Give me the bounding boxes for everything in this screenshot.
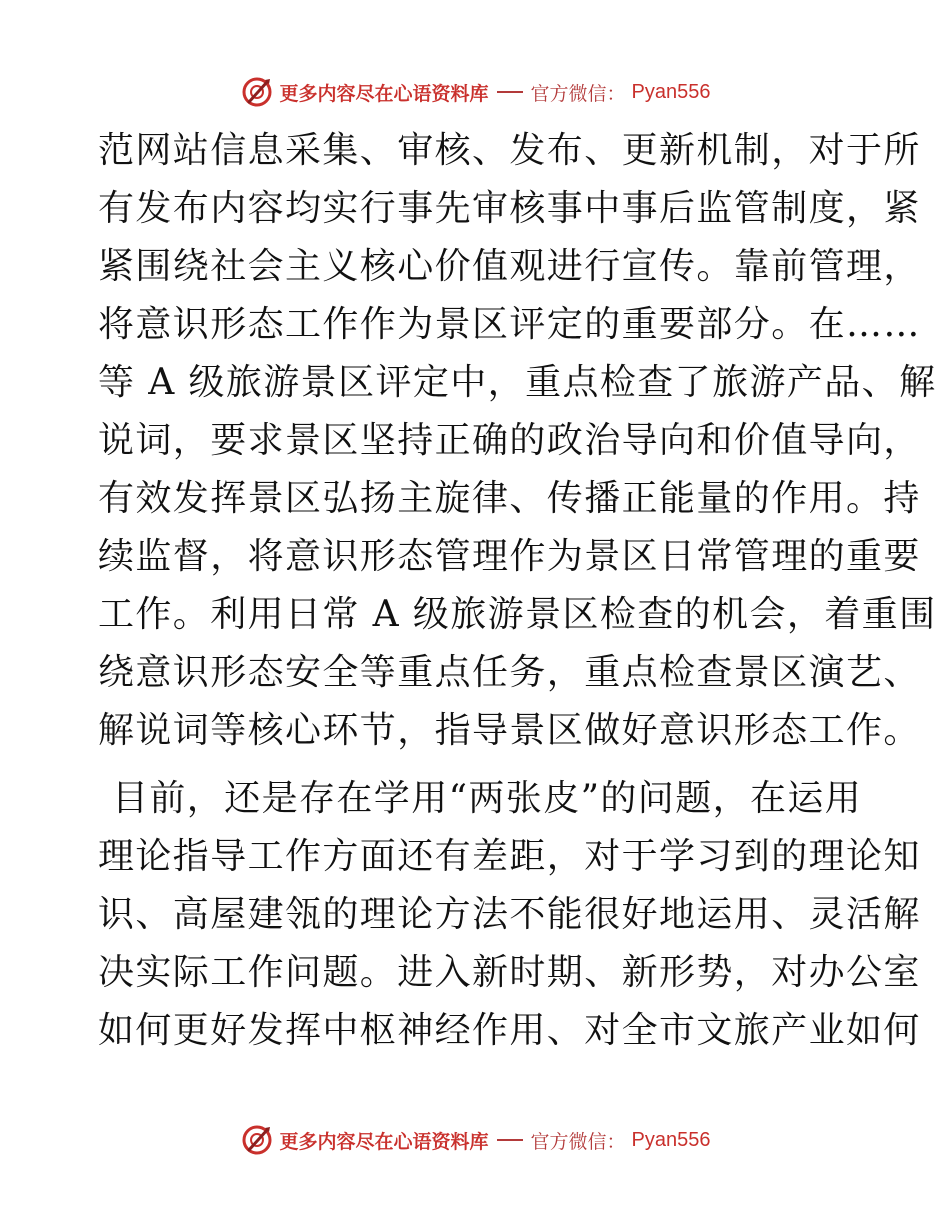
banner-wechat-id: Pyan556 bbox=[631, 80, 711, 103]
text-line: 等 A 级旅游景区评定中，重点检查了旅游产品、解 bbox=[98, 362, 937, 403]
text-line: 将意识形态工作作为景区评定的重要部分。在…… bbox=[98, 304, 921, 345]
paragraph-1 bbox=[98, 122, 937, 760]
text-line: 理论指导工作方面还有差距，对于学习到的理论知 bbox=[98, 836, 921, 877]
brand-logo-icon bbox=[240, 1123, 274, 1157]
text-line: 工作。利用日常 A 级旅游景区检查的机会，着重围 bbox=[98, 594, 937, 635]
paragraph-2 bbox=[98, 770, 921, 1060]
banner-brand-text: 更多内容尽在心语资料库 bbox=[279, 1130, 489, 1153]
text-line: 解说词等核心环节，指导景区做好意识形态工作。 bbox=[98, 710, 921, 751]
brand-logo-icon bbox=[240, 75, 274, 109]
text-line: 续监督，将意识形态管理作为景区日常管理的重要 bbox=[98, 536, 921, 577]
text-line: 有效发挥景区弘扬主旋律、传播正能量的作用。持 bbox=[98, 478, 921, 519]
banner-wechat-label: 官方微信： bbox=[530, 1130, 626, 1153]
text-line: 范网站信息采集、审核、发布、更新机制，对于所 bbox=[98, 130, 921, 171]
banner-wechat-label: 官方微信： bbox=[530, 82, 626, 105]
document-body bbox=[98, 122, 937, 1060]
text-line: 有发布内容均实行事先审核事中事后监管制度，紧 bbox=[98, 188, 921, 229]
footer-banner bbox=[0, 1120, 950, 1160]
text-line: 紧围绕社会主义核心价值观进行宣传。靠前管理， bbox=[98, 246, 921, 287]
text-line: 如何更好发挥中枢神经作用、对全市文旅产业如何 bbox=[98, 1010, 921, 1051]
text-line: 决实际工作问题。进入新时期、新形势，对办公室 bbox=[98, 952, 921, 993]
text-line: 识、高屋建瓴的理论方法不能很好地运用、灵活解 bbox=[98, 894, 921, 935]
text-line: 绕意识形态安全等重点任务，重点检查景区演艺、 bbox=[98, 652, 921, 693]
text-line: 目前，还是存在学用“两张皮”的问题，在运用 bbox=[112, 778, 863, 819]
header-banner bbox=[0, 72, 950, 112]
banner-separator bbox=[497, 91, 523, 93]
banner-separator bbox=[497, 1139, 523, 1141]
banner-brand-text: 更多内容尽在心语资料库 bbox=[279, 82, 489, 105]
banner-wechat-id: Pyan556 bbox=[631, 1128, 711, 1151]
text-line: 说词，要求景区坚持正确的政治导向和价值导向， bbox=[98, 420, 921, 461]
